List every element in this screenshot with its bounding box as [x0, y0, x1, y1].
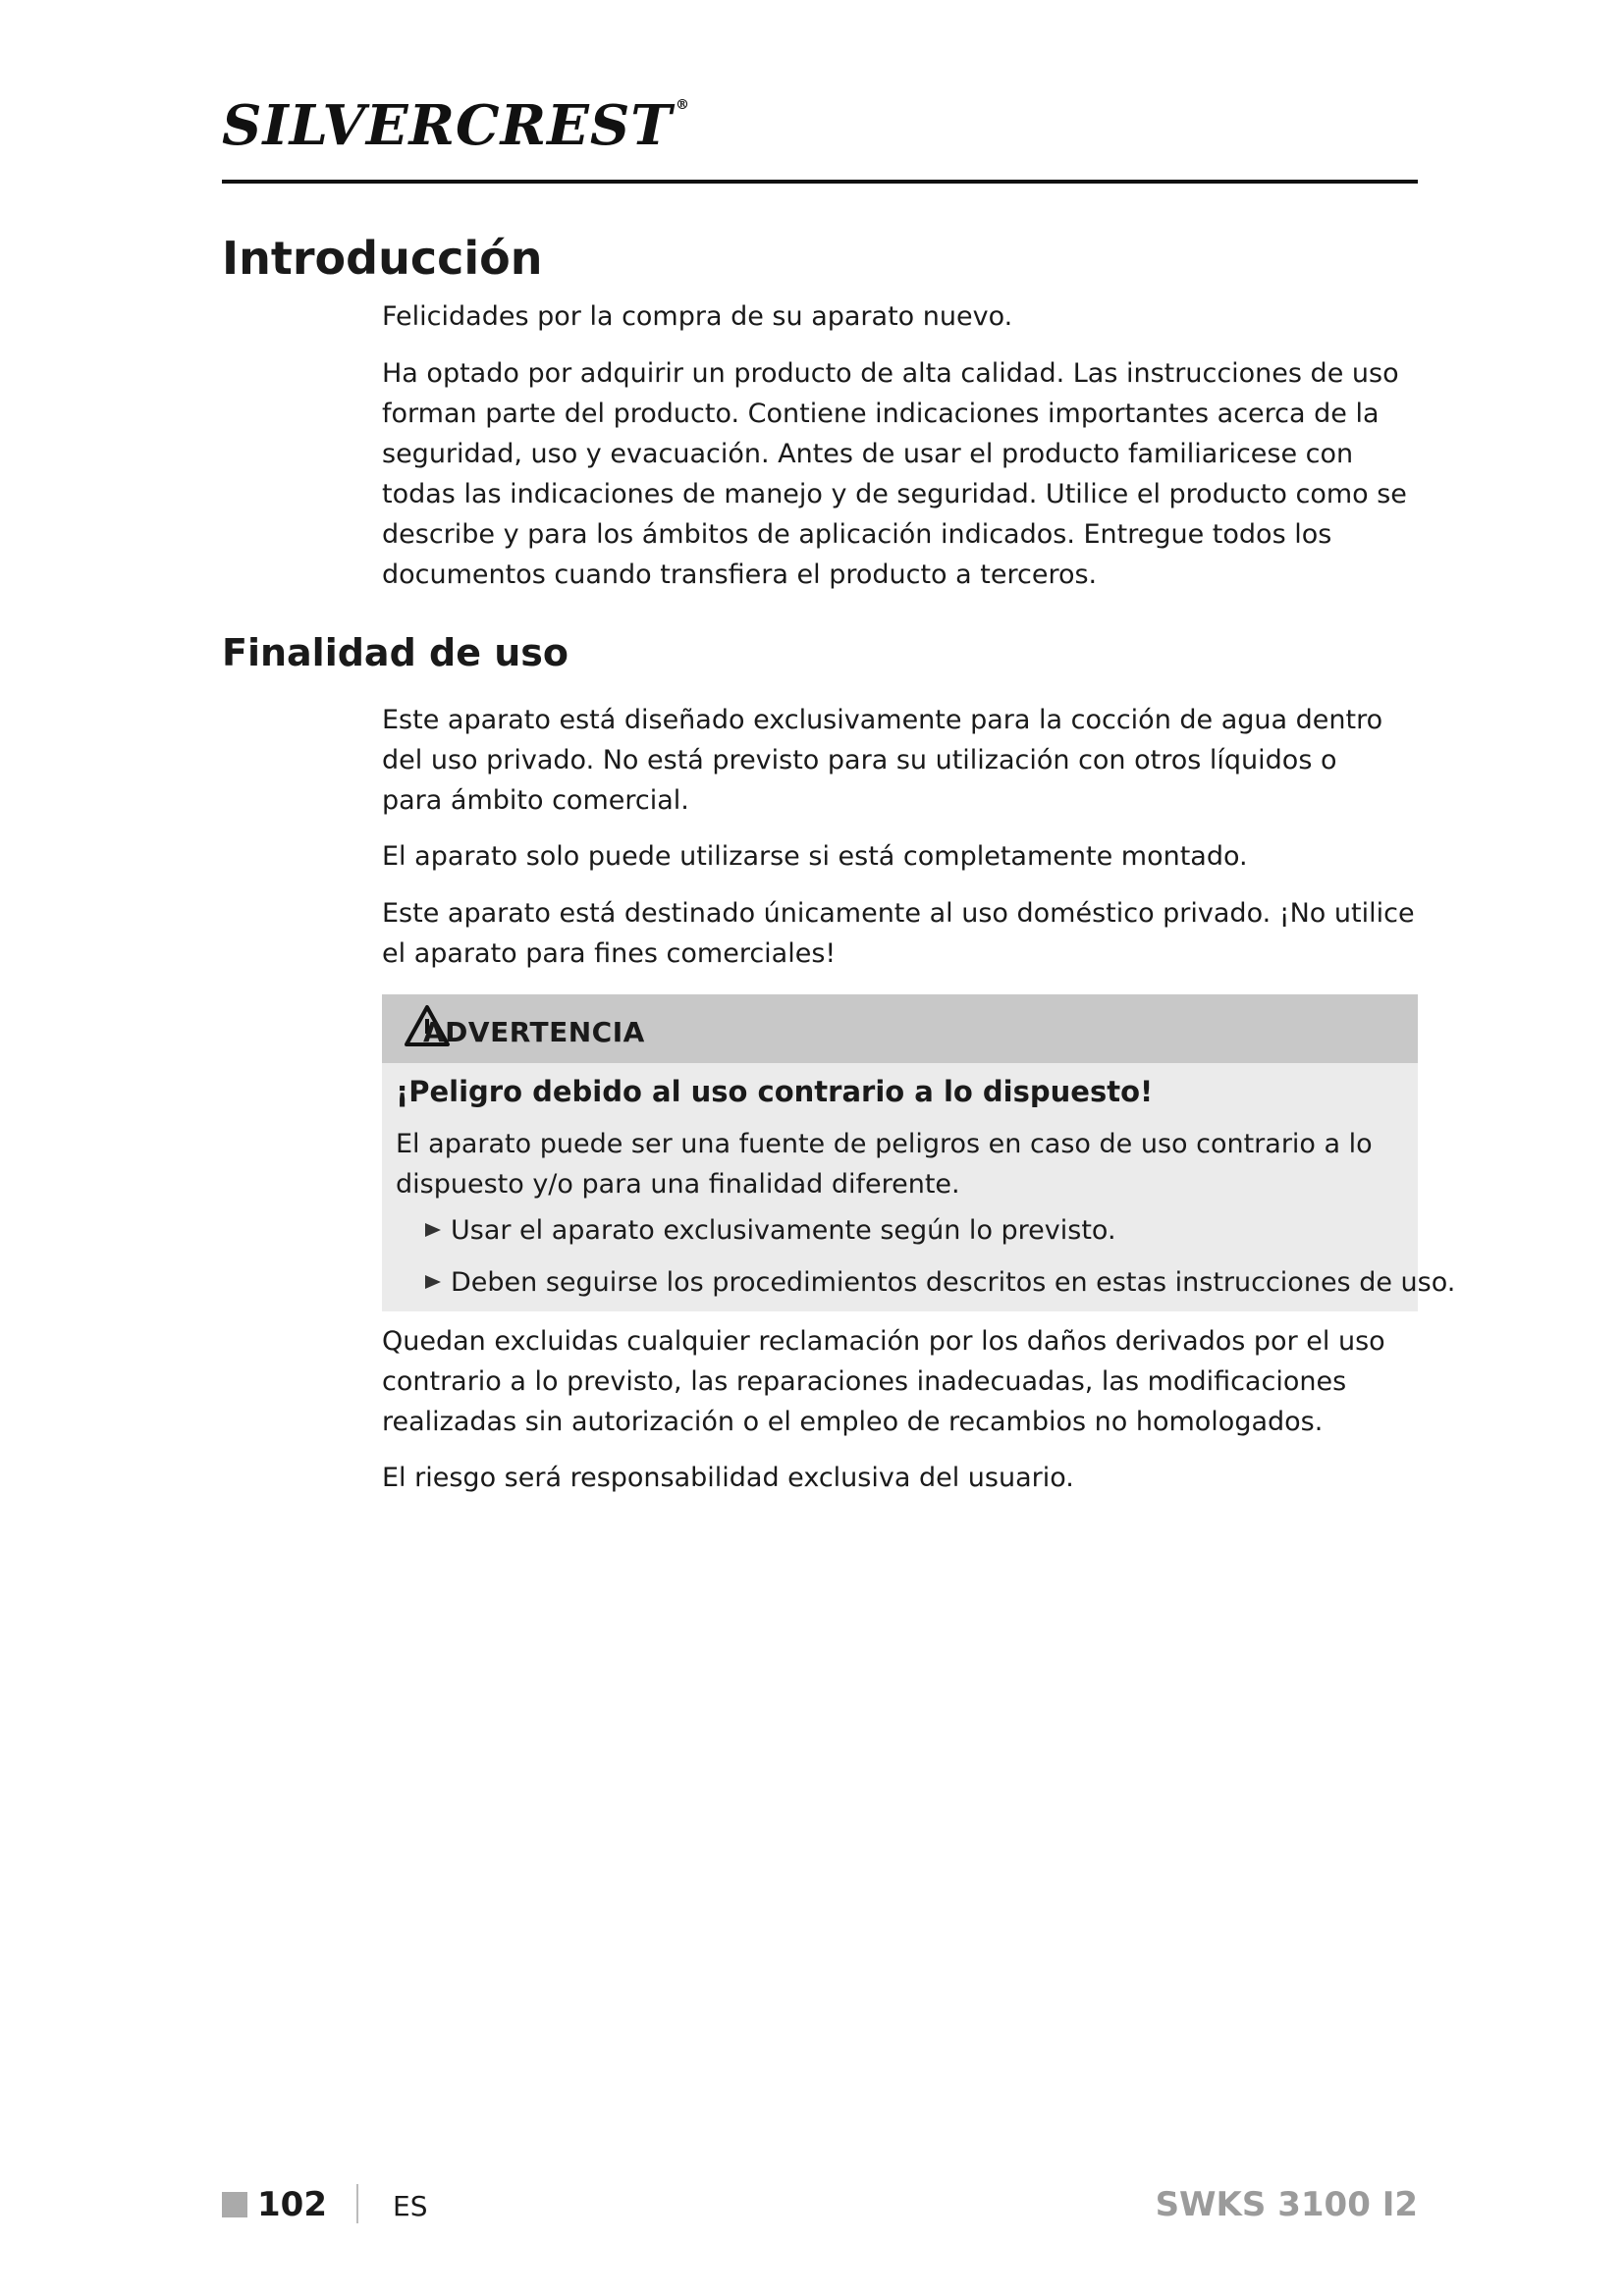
purpose-paragraph-1: Este aparato está diseñado exclusivamente para la cocción de agua dentro del uso privado. No está previsto para su utilización con otros líquidos o para ámbito comercial. — [382, 705, 1383, 816]
warning-label: ADVERTENCIA — [423, 1016, 645, 1048]
purpose-paragraph-2: El aparato solo puede utilizarse si está completamente montado. — [382, 841, 1248, 872]
purpose-paragraph-5: El riesgo será responsabilidad exclusiva del usuario. — [382, 1463, 1074, 1493]
arrow-bullet-icon — [425, 1275, 441, 1289]
footer-square-icon — [222, 2192, 247, 2217]
intro-heading: Introducción — [222, 232, 543, 285]
model-number: SWKS 3100 I2 — [1155, 2185, 1418, 2224]
header-divider — [222, 180, 1418, 184]
page-number: 102 — [257, 2185, 327, 2224]
warning-title: ¡Peligro debido al uso contrario a lo dispuesto! — [396, 1075, 1154, 1108]
brand-logo: SILVERCREST ® — [222, 93, 690, 158]
arrow-bullet-icon — [425, 1223, 441, 1237]
warning-bullet-2: Deben seguirse los procedimientos descritos en estas instrucciones de uso. — [425, 1262, 1455, 1303]
language-code: ES — [393, 2190, 428, 2222]
warning-header — [382, 994, 1418, 1063]
purpose-paragraph-4: Quedan excluidas cualquier reclamación por los daños derivados por el uso contrario a lo previsto, las reparaciones inadecuadas, las modificaciones realizadas sin autorización o el empleo de recambios no homologados. — [382, 1326, 1385, 1437]
purpose-paragraph-3: Este aparato está destinado únicamente al uso doméstico privado. ¡No utilice el aparato para fines comerciales! — [382, 898, 1415, 969]
warning-box — [382, 994, 1456, 1311]
registered-mark: ® — [675, 97, 690, 113]
purpose-heading: Finalidad de uso — [222, 631, 568, 674]
intro-paragraph-2: Ha optado por adquirir un producto de alta calidad. Las instrucciones de uso forman parte del producto. Contiene indicaciones importantes acerca de la seguridad, uso y evacuación. Antes de usar el producto familiaricese con todas las indicaciones de manejo y de seguridad. Utilice el producto como se describe y para los ámbitos de aplicación indicados. Entregue todos los documentos cuando transfiera el producto a terceros. — [382, 358, 1407, 590]
warning-bullet-1: Usar el aparato exclusivamente según lo previsto. — [425, 1210, 1116, 1251]
footer-separator — [356, 2184, 358, 2223]
warning-description: El aparato puede ser una fuente de peligros en caso de uso contrario a lo dispuesto y/o para una finalidad diferente. — [396, 1129, 1373, 1200]
intro-paragraph-1: Felicidades por la compra de su aparato nuevo. — [382, 301, 1013, 332]
